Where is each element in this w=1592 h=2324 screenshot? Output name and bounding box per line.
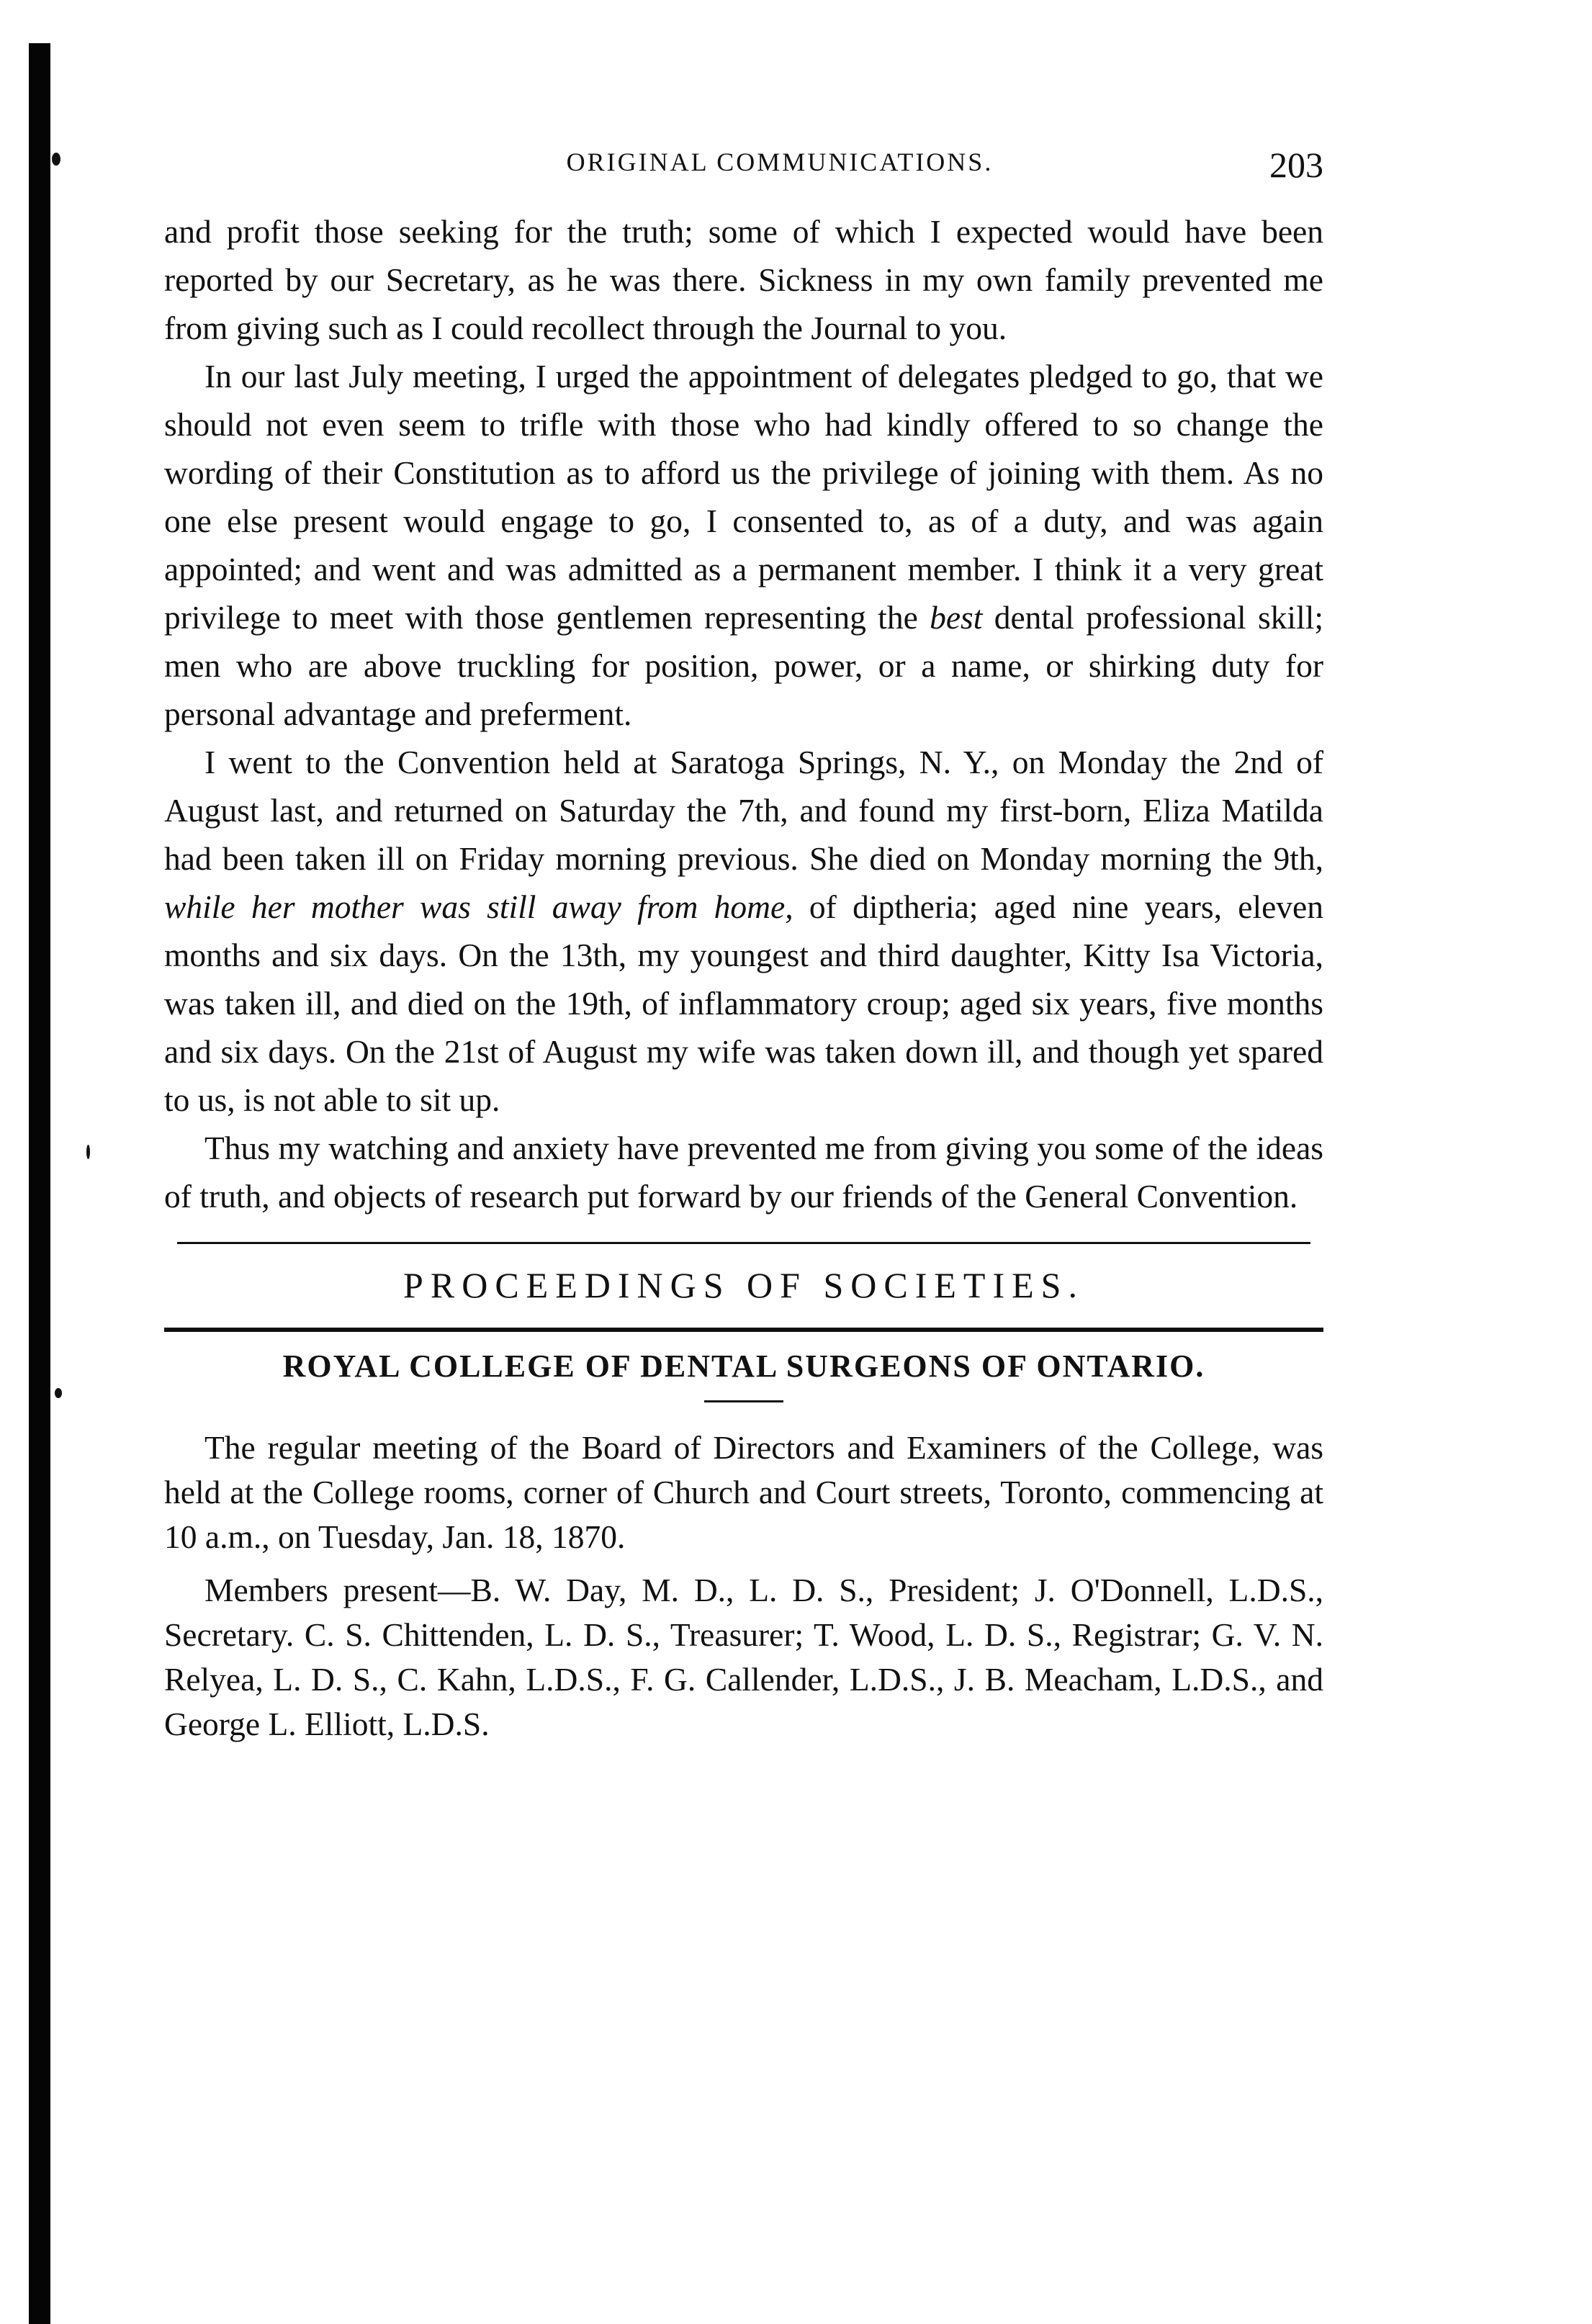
running-head bbox=[164, 144, 1323, 187]
society-heading: ROYAL COLLEGE OF DENTAL SURGEONS OF ONTARIO. bbox=[282, 1348, 1205, 1384]
short-divider bbox=[704, 1400, 783, 1402]
paragraph-text: In our last July meeting, I urged the appointment of delegates pledged to go, that we should not even seem to trifle with those who had kindly offered to so change the wording of their Constitution as to afford us the privilege of joining with them. As no one else present would engage to go, I consented to, as of a duty, and was again appointed; and went and was admitted as a permanent member. I think it a very great privilege to meet with those gentlemen representing the bbox=[164, 358, 1323, 636]
paragraph-text: dental professional skill; men who are above truckling for position, power, or a name, or shirking duty for personal advantage and preferment. bbox=[164, 599, 1323, 732]
italic-text: while her mother was still away from home, bbox=[164, 888, 793, 925]
article-body bbox=[164, 207, 1323, 1220]
binding-speck bbox=[52, 153, 60, 166]
article-paragraph bbox=[164, 738, 1323, 1124]
divider-rule-thick bbox=[164, 1328, 1323, 1332]
article-paragraph bbox=[164, 352, 1323, 738]
divider-rule bbox=[177, 1242, 1310, 1244]
section-heading: PROCEEDINGS OF SOCIETIES. bbox=[403, 1265, 1084, 1305]
italic-text: best bbox=[930, 599, 983, 636]
society-paragraph: The regular meeting of the Board of Directors and Examiners of the College, was held at the College rooms, corner of Church and Court streets, Toronto, commencing at 10 a.m., on Tuesday, Jan. 18, 1870. bbox=[164, 1429, 1323, 1555]
binding-speck bbox=[55, 1388, 62, 1398]
book-page bbox=[164, 144, 1323, 1747]
running-title: ORIGINAL COMMUNICATIONS. bbox=[566, 148, 994, 176]
members-paragraph: Members present—B. W. Day, M. D., L. D. S., President; J. O'Donnell, L.D.S., Secretary. C. S. Chittenden, L. D. S., Treasurer; T. Wood, L. D. S., Registrar; G. V. N. Relyea, L. D. S., C. Kahn, L.D.S., F. G. Callender, L.D.S., J. B. Meacham, L.D.S., and George L. Elliott, L.D.S. bbox=[164, 1572, 1323, 1742]
society-body bbox=[164, 1426, 1323, 1747]
page-binding-edge bbox=[29, 43, 50, 2324]
binding-speck bbox=[86, 1145, 90, 1159]
paragraph-text: of diptheria; aged nine years, eleven months and six days. On the 13th, my youngest and third daughter, Kitty Isa Victoria, was taken ill, and died on the 19th, of inflammatory croup; aged six years, five months and six days. On the 21st of August my wife was taken down ill, and though yet spared to us, is not able to sit up. bbox=[164, 888, 1323, 1118]
page-number: 203 bbox=[1269, 145, 1323, 185]
article-paragraph: Thus my watching and anxiety have prevented me from giving you some of the ideas of truth, and objects of research put forward by our friends of the General Convention. bbox=[164, 1130, 1323, 1215]
article-paragraph: and profit those seeking for the truth; some of which I expected would have been reported by our Secretary, as he was there. Sickness in my own family prevented me from giving such as I could recollect through the Journal to you. bbox=[164, 213, 1323, 346]
paragraph-text: I went to the Convention held at Saratoga Springs, N. Y., on Monday the 2nd of August last, and returned on Saturday the 7th, and found my first-born, Eliza Matilda had been taken ill on Friday morning previous. She died on Monday morning the 9th, bbox=[164, 744, 1323, 877]
